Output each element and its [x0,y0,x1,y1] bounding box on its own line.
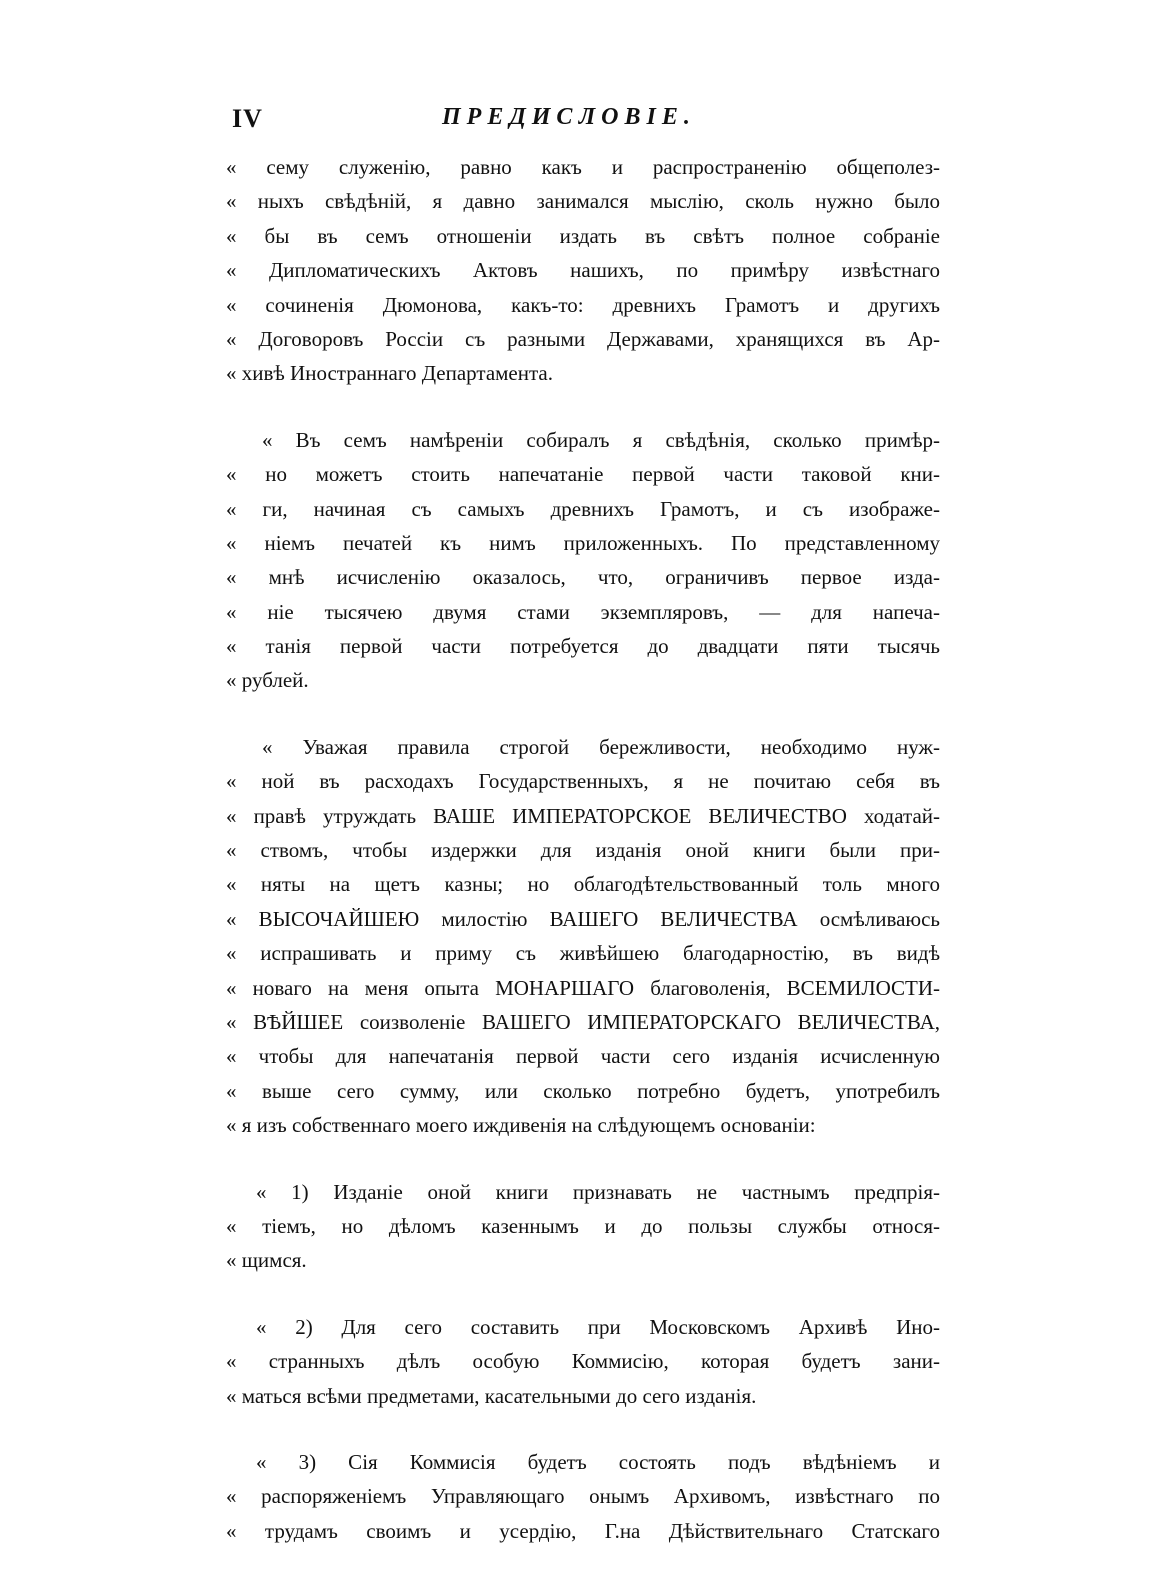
text-line: « мнѣ исчисленію оказалось, что, ограничивъ первое изда- [226,565,940,590]
text-line: « новаго на меня опыта МОНАРШАГО благоволенія, ВСЕМИЛОСТИ- [226,975,940,1000]
text-line: « но можетъ стоить напечатаніе первой части таковой кни- [226,462,940,487]
paragraph-4 [226,1175,940,1278]
text-line: « маться всѣми предметами, касательными до сего изданія. [226,1383,757,1408]
text-line: « 1) Изданіе оной книги признавать не частнымъ предпрія- [256,1179,940,1204]
text-line: « ВѢЙШЕЕ соизволеніе ВАШЕГО ИМПЕРАТОРСКАГО ВЕЛИЧЕСТВА, [226,1009,940,1034]
text-line: « танія первой части потребуется до двадцати пяти тысячь [226,634,940,659]
paragraph-3 [226,730,940,1143]
text-line: « я изъ собственнаго моего иждивенія на слѣдующемъ основаніи: [226,1113,816,1138]
page-header [232,104,932,144]
text-line: « Уважая правила строгой бережливости, необходимо нуж- [262,734,940,759]
text-line: « чтобы для напечатанія первой части сего изданія исчисленную [226,1044,940,1069]
text-line: « распоряженіемъ Управляющаго онымъ Архивомъ, извѣстнаго по [226,1484,940,1509]
page-number: IV [232,104,263,133]
text-line: « бы въ семъ отношеніи издать въ свѣтъ полное собраніе [226,223,940,248]
text-line: « тіемъ, но дѣломъ казеннымъ и до пользы службы относя- [226,1213,940,1238]
paragraph-1 [226,150,940,391]
paragraph-2 [226,423,940,698]
paragraph-6 [226,1445,940,1548]
text-line: « испрашивать и приму съ живѣйшею благодарностію, въ видѣ [226,941,940,966]
body-text [226,150,940,1548]
text-line: « няты на щетъ казны; но облагодѣтельствованный толь много [226,872,940,897]
text-line: « ніе тысячею двумя стами экземпляровъ, — для напеча- [226,599,940,624]
running-title: ПРЕДИСЛОВІЕ. [442,104,696,130]
text-line: « Договоровъ Россіи съ разными Державами, хранящихся въ Ар- [226,326,940,351]
text-line: « щимся. [226,1248,307,1273]
text-line: « ги, начиная съ самыхъ древнихъ Грамотъ, и съ изображе- [226,496,940,521]
text-line: « ныхъ свѣдѣній, я давно занимался мыслію, сколь нужно было [226,189,940,214]
text-line: « хивѣ Иностраннаго Департамента. [226,361,553,386]
text-line: « 2) Для сего составить при Московскомъ Архивѣ Ино- [256,1314,940,1339]
text-line: « ніемъ печатей къ нимъ приложенныхъ. По представленному [226,530,940,555]
text-line: « сему служенію, равно какъ и распространенію общеполез- [226,155,940,179]
text-line: « ВЫСОЧАЙШЕЮ милостію ВАШЕГО ВЕЛИЧЕСТВА осмѣливаюсь [226,906,940,931]
text-line: « правѣ утруждать ВАШЕ ИМПЕРАТОРСКОЕ ВЕЛИЧЕСТВО ходатай- [226,803,940,828]
text-line: « рублей. [226,668,309,693]
text-line: « ствомъ, чтобы издержки для изданія оной книги были при- [226,838,940,863]
text-line: « Дипломатическихъ Актовъ нашихъ, по примѣру извѣстнаго [226,258,940,283]
text-line: « 3) Сія Коммисія будетъ состоять подъ вѣдѣніемъ и [256,1449,940,1474]
paragraph-5 [226,1310,940,1413]
text-line: « выше сего сумму, или сколько потребно будетъ, употребилъ [226,1078,940,1103]
text-line: « странныхъ дѣлъ особую Коммисію, которая будетъ зани- [226,1349,940,1374]
text-line: « трудамъ своимъ и усердію, Г.на Дѣйствительнаго Статскаго [226,1518,940,1543]
text-line: « ной въ расходахъ Государственныхъ, я не почитаю себя въ [226,769,940,794]
text-line: « сочиненія Дюмонова, какъ-то: древнихъ Грамотъ и другихъ [226,292,940,317]
text-line: « Въ семъ намѣреніи собиралъ я свѣдѣнія, сколько примѣр- [262,427,940,452]
